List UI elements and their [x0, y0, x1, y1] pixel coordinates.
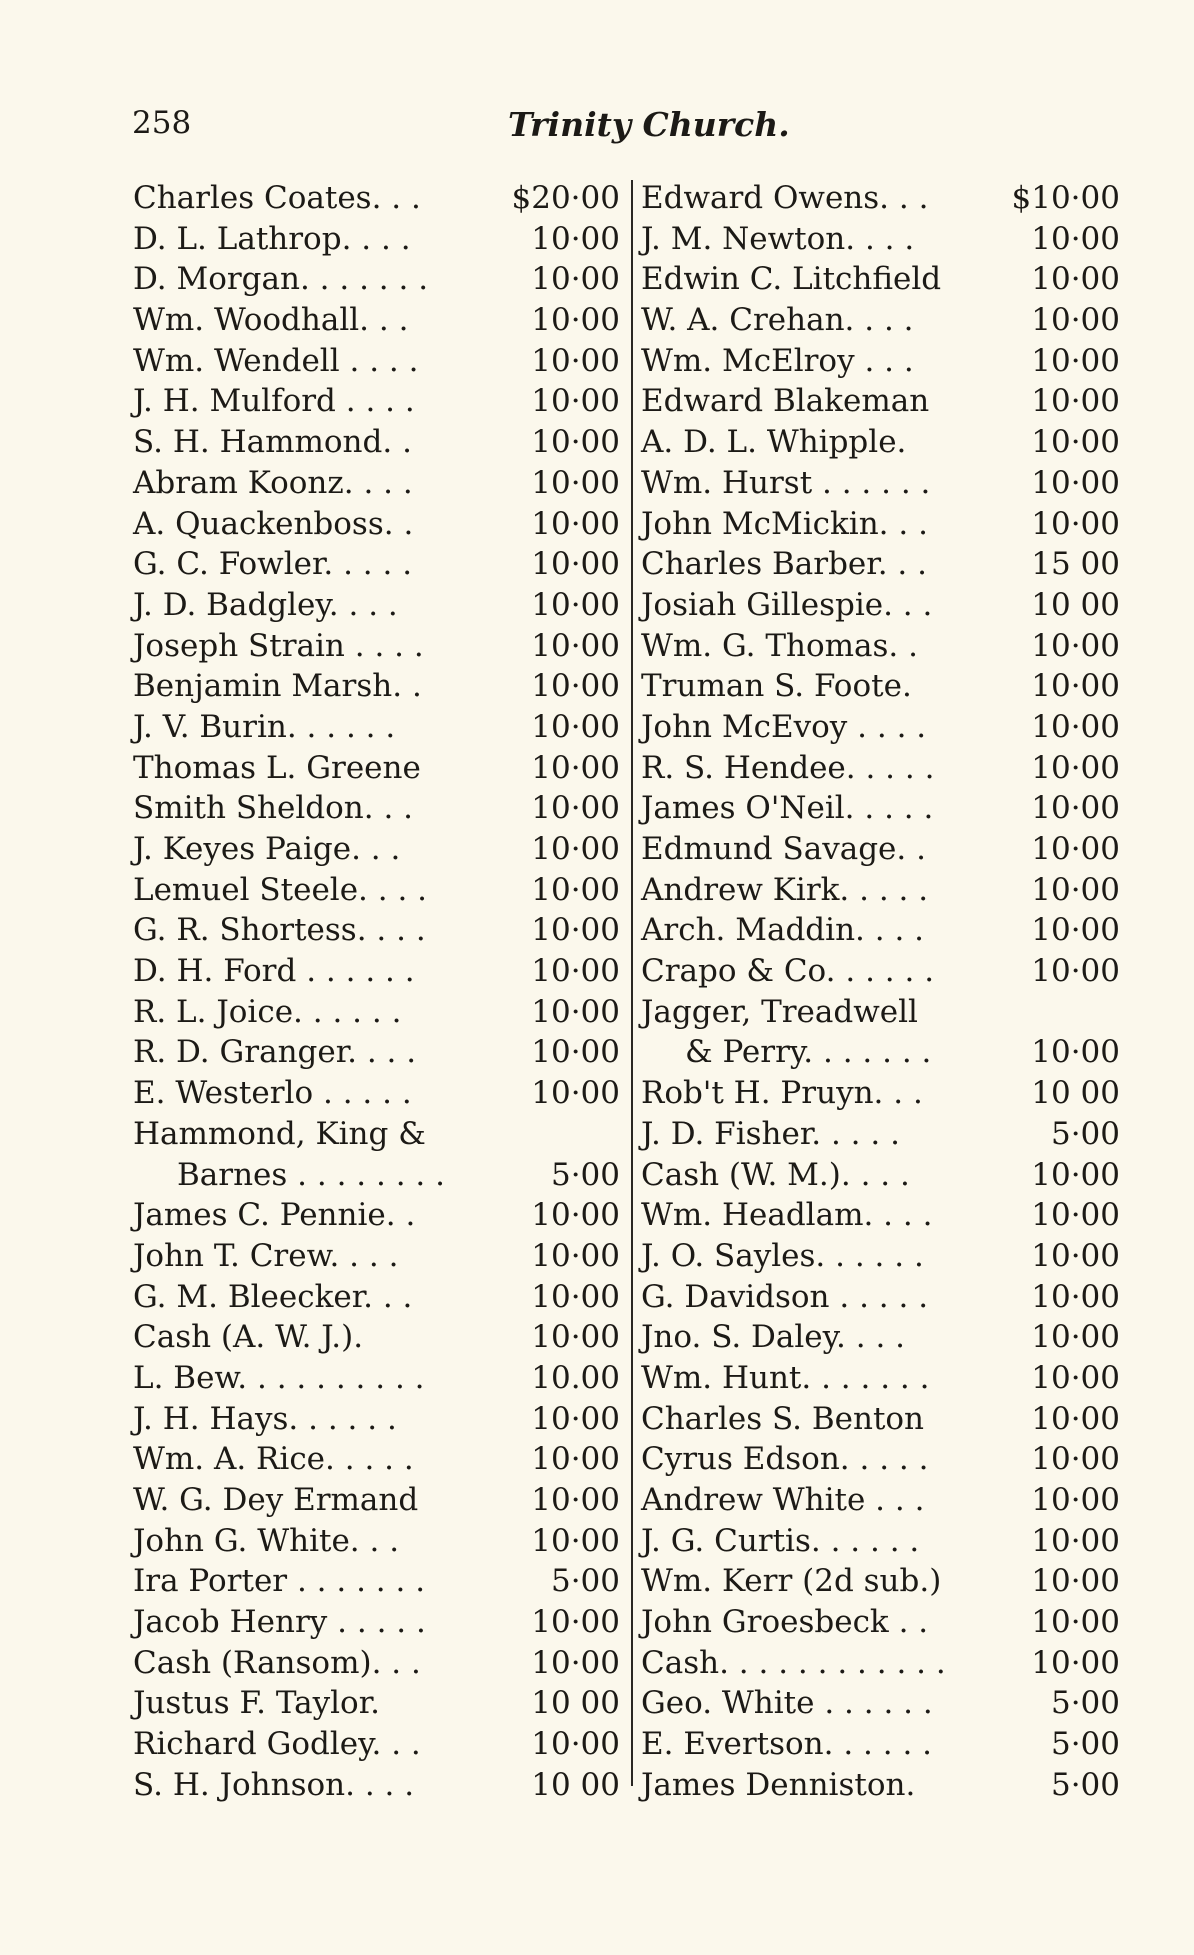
subscriber-name: L. Bew. . . . . . . . . .: [133, 1359, 425, 1396]
subscription-amount: 10·00: [1031, 1522, 1120, 1559]
subscriber-row: [641, 1277, 1120, 1318]
subscriber-name: J. M. Newton. . . .: [641, 220, 915, 257]
subscriber-row: [641, 1602, 1120, 1643]
subscription-amount: 10·00: [531, 831, 620, 867]
subscriber-row: [641, 788, 1120, 829]
subscriber-name: E. Westerlo . . . . .: [133, 1075, 412, 1112]
subscription-amount: 10·00: [531, 383, 620, 420]
subscriber-name: A. Quackenboss. .: [133, 505, 414, 542]
subscriber-name: J. D. Fisher. . . . .: [641, 1115, 900, 1152]
subscriber-name: Jacob Henry . . . . .: [133, 1604, 426, 1641]
subscriber-row: [641, 707, 1120, 748]
subscriber-name: J. V. Burin. . . . . .: [133, 708, 396, 745]
subscription-amount: 10·00: [531, 424, 620, 461]
subscription-amount: 10·00: [531, 1400, 620, 1437]
subscription-amount: 10·00: [531, 1522, 620, 1559]
subscriber-row: [641, 1195, 1120, 1236]
page-header: [132, 105, 1117, 145]
subscriber-row: [133, 1724, 620, 1765]
subscription-amount: $10·00: [1011, 180, 1120, 216]
subscription-amount: 10 00: [1031, 1075, 1120, 1112]
subscription-amount: 5·00: [1050, 1685, 1120, 1722]
subscription-amount: 10·00: [1031, 708, 1120, 745]
subscriber-row: [641, 300, 1120, 341]
subscriber-name: Truman S. Foote.: [641, 668, 912, 705]
subscriber-row: [641, 1480, 1120, 1521]
subscription-amount: 10·00: [531, 708, 620, 745]
subscriber-name: Wm. G. Thomas. .: [641, 627, 918, 664]
subscriber-row: [133, 300, 620, 341]
subscription-amount: 10·00: [531, 912, 620, 949]
subscription-amount: 10·00: [531, 1604, 620, 1641]
subscriber-row: [641, 259, 1120, 300]
subscriber-row: [133, 1602, 620, 1643]
subscriber-name: Wm. Wendell . . . .: [133, 342, 419, 379]
subscriber-name: Smith Sheldon. . .: [133, 790, 414, 827]
subscription-amount: 5·00: [550, 1563, 620, 1600]
subscriber-row: [133, 463, 620, 504]
subscriber-name: D. H. Ford . . . . . .: [133, 953, 415, 990]
subscriber-name: Cash (A. W. J.).: [133, 1319, 364, 1356]
subscriber-name: Andrew White . . .: [641, 1482, 925, 1518]
subscriber-row: [641, 870, 1120, 911]
subscriber-name: S. H. Johnson. . . .: [133, 1766, 415, 1803]
subscriber-name: Benjamin Marsh. .: [133, 668, 422, 705]
subscriber-row: [133, 1561, 620, 1602]
subscriber-row: [133, 1399, 620, 1440]
subscriber-row: [133, 1439, 620, 1480]
subscriber-row: [133, 910, 620, 951]
subscriber-row: [133, 341, 620, 382]
subscription-amount: 10·00: [1031, 1237, 1120, 1274]
subscriber-name: Charles Coates. . .: [133, 180, 421, 216]
subscription-amount: 10·00: [531, 953, 620, 990]
subscriber-row: [133, 1155, 620, 1196]
subscriber-row: [133, 829, 620, 870]
subscription-amount: 10·00: [1031, 383, 1120, 420]
subscriber-name: John Groesbeck . .: [641, 1604, 929, 1641]
subscriber-name: Josiah Gillespie. . .: [641, 586, 933, 623]
subscription-amount: 10·00: [531, 668, 620, 705]
subscriber-name: J. H. Mulford . . . .: [133, 383, 415, 420]
subscriber-name: Justus F. Taylor.: [133, 1685, 380, 1722]
subscriber-row: [133, 381, 620, 422]
subscriber-row: [641, 1399, 1120, 1440]
subscription-amount: 10·00: [1031, 1644, 1120, 1681]
subscription-amount: 10·00: [1031, 831, 1120, 867]
subscriber-row: [133, 1032, 620, 1073]
subscriber-name: Edward Owens. . .: [641, 180, 929, 216]
subscription-amount: 10·00: [531, 505, 620, 542]
subscriber-name: Wm. Kerr (2d sub.): [641, 1563, 942, 1600]
subscription-amount: 5·00: [1050, 1766, 1120, 1803]
subscriber-row: [133, 219, 620, 260]
subscriber-row: [133, 1114, 620, 1155]
subscriber-name: & Perry. . . . . . .: [685, 1034, 932, 1071]
subscriber-name: Wm. Hunt. . . . . . .: [641, 1359, 930, 1396]
subscription-amount: 10·00: [1031, 1156, 1120, 1193]
subscription-amount: 10·00: [531, 1237, 620, 1274]
right-subscriber-column: [641, 178, 1120, 1806]
subscriber-name: James Denniston.: [641, 1766, 916, 1803]
subscriber-name: S. H. Hammond. .: [133, 424, 412, 461]
subscriber-name: J. Keyes Paige. . .: [133, 831, 401, 867]
running-title: Trinity Church.: [508, 105, 790, 144]
subscription-amount: 10·00: [1031, 871, 1120, 908]
subscriber-name: Thomas L. Greene: [133, 749, 421, 786]
subscriber-row: [641, 1643, 1120, 1684]
subscriber-row: [641, 1561, 1120, 1602]
subscription-amount: 10·00: [531, 627, 620, 664]
column-divider: [631, 180, 633, 1786]
subscriber-row: [133, 585, 620, 626]
subscriber-row: [133, 992, 620, 1033]
subscriber-row: [641, 1114, 1120, 1155]
subscriber-name: W. G. Dey Ermand: [133, 1482, 419, 1518]
subscriber-name: J. D. Badgley. . . .: [133, 586, 398, 623]
subscription-amount: 10·00: [531, 261, 620, 298]
subscription-amount: 10·00: [531, 1482, 620, 1518]
subscriber-row: [641, 1073, 1120, 1114]
subscriber-name: Wm. McElroy . . .: [641, 342, 914, 379]
subscriber-row: [133, 1317, 620, 1358]
subscription-amount: 10·00: [1031, 1197, 1120, 1234]
subscriber-row: [641, 1683, 1120, 1724]
subscription-amount: 10 00: [1031, 586, 1120, 623]
subscription-amount: 5·00: [1050, 1726, 1120, 1763]
subscription-amount: 10·00: [1031, 790, 1120, 827]
subscription-amount: 10·00: [531, 993, 620, 1030]
subscription-amount: 10 00: [531, 1685, 620, 1722]
subscription-amount: 10·00: [1031, 302, 1120, 339]
subscriber-name: Rob't H. Pruyn. . .: [641, 1075, 923, 1112]
subscriber-name: Wm. Headlam. . . .: [641, 1197, 933, 1234]
subscriber-row: [641, 951, 1120, 992]
subscription-amount: 10·00: [1031, 1034, 1120, 1071]
subscriber-row: [641, 1521, 1120, 1562]
subscriber-row: [133, 1236, 620, 1277]
subscription-amount: 10·00: [1031, 220, 1120, 257]
subscription-amount: 15 00: [1031, 546, 1120, 583]
subscriber-row: [133, 1358, 620, 1399]
subscription-amount: 10·00: [531, 790, 620, 827]
subscription-amount: 10·00: [531, 464, 620, 501]
subscription-amount: 10·00: [1031, 464, 1120, 501]
subscriber-name: G. R. Shortess. . . .: [133, 912, 426, 949]
subscription-amount: 10·00: [1031, 668, 1120, 705]
subscriber-name: Jno. S. Daley. . . .: [641, 1319, 906, 1356]
subscriber-row: [133, 178, 620, 219]
subscription-amount: 10·00: [1031, 1482, 1120, 1518]
subscriber-name: G. C. Fowler. . . . .: [133, 546, 413, 583]
subscriber-row: [133, 748, 620, 789]
subscriber-name: Ira Porter . . . . . . .: [133, 1563, 426, 1600]
subscription-amount: 10 00: [531, 1766, 620, 1803]
subscriber-name: J. G. Curtis. . . . . .: [641, 1522, 920, 1559]
subscriber-row: [641, 544, 1120, 585]
subscriber-name: James C. Pennie. .: [133, 1197, 416, 1234]
subscription-amount: 10·00: [531, 1075, 620, 1112]
subscriber-row: [133, 1683, 620, 1724]
subscriber-name: D. Morgan. . . . . . .: [133, 261, 429, 298]
subscriber-name: Jagger, Treadwell: [641, 993, 918, 1030]
subscriber-row: [133, 951, 620, 992]
subscriber-row: [641, 219, 1120, 260]
subscription-amount: 10·00: [1031, 1359, 1120, 1396]
subscriber-row: [641, 341, 1120, 382]
subscriber-row: [133, 422, 620, 463]
subscription-amount: 10·00: [1031, 1604, 1120, 1641]
subscriber-name: D. L. Lathrop. . . .: [133, 220, 411, 257]
subscription-amount: 10·00: [531, 342, 620, 379]
subscriber-row: [641, 1032, 1120, 1073]
subscriber-name: Edwin C. Litchfield: [641, 261, 942, 298]
subscriber-name: Edward Blakeman: [641, 383, 930, 420]
subscriber-row: [641, 1724, 1120, 1765]
subscriber-name: R. D. Granger. . . .: [133, 1034, 417, 1071]
subscriber-name: Abram Koonz. . . .: [133, 464, 413, 501]
subscription-amount: 10·00: [1031, 749, 1120, 786]
subscription-amount: 10·00: [1031, 1400, 1120, 1437]
subscriber-name: Arch. Maddin. . . .: [641, 912, 925, 949]
subscriber-name: Wm. A. Rice. . . . .: [133, 1441, 414, 1478]
subscriber-row: [133, 1765, 620, 1806]
subscriber-name: Cyrus Edson. . . . .: [641, 1441, 929, 1478]
subscription-amount: 10·00: [1031, 1319, 1120, 1356]
subscription-amount: 10·00: [1031, 912, 1120, 949]
subscriber-name: Cash (Ransom). . .: [133, 1644, 421, 1681]
subscriber-name: J. H. Hays. . . . . .: [133, 1400, 397, 1437]
subscription-amount: 10·00: [531, 871, 620, 908]
subscriber-name: Richard Godley. . .: [133, 1726, 421, 1763]
subscriber-row: [641, 463, 1120, 504]
subscriber-row: [133, 870, 620, 911]
subscriber-row: [133, 626, 620, 667]
subscription-amount: 10·00: [531, 1034, 620, 1071]
subscriber-name: Andrew Kirk. . . . .: [641, 871, 929, 908]
subscription-amount: 10·00: [531, 1441, 620, 1478]
subscriber-row: [133, 666, 620, 707]
subscriber-name: Cash (W. M.). . . .: [641, 1156, 910, 1193]
subscriber-row: [133, 1073, 620, 1114]
subscriber-row: [133, 544, 620, 585]
subscription-amount: 10·00: [1031, 1278, 1120, 1315]
left-subscriber-column: [133, 178, 620, 1806]
subscriber-row: [641, 422, 1120, 463]
subscription-amount: 10·00: [531, 749, 620, 786]
subscription-amount: 10·00: [531, 1726, 620, 1763]
subscriber-row: [641, 748, 1120, 789]
subscriber-row: [641, 1155, 1120, 1196]
subscription-amount: 10·00: [1031, 505, 1120, 542]
subscriber-row: [133, 1521, 620, 1562]
subscription-amount: 10·00: [1031, 1441, 1120, 1478]
subscriber-row: [641, 381, 1120, 422]
subscription-amount: 10·00: [1031, 953, 1120, 990]
subscriber-row: [641, 504, 1120, 545]
subscriber-row: [641, 1765, 1120, 1806]
subscriber-name: Charles S. Benton: [641, 1400, 925, 1437]
subscription-amount: 10·00: [1031, 424, 1120, 461]
subscription-amount: 10·00: [531, 1278, 620, 1315]
subscriber-row: [641, 626, 1120, 667]
subscriber-name: E. Evertson. . . . . .: [641, 1726, 933, 1763]
subscriber-name: John G. White. . .: [133, 1522, 400, 1559]
subscriber-row: [133, 259, 620, 300]
subscriber-row: [133, 1277, 620, 1318]
subscriber-name: Geo. White . . . . . .: [641, 1685, 933, 1722]
subscriber-name: Lemuel Steele. . . .: [133, 871, 428, 908]
subscriber-name: Crapo & Co. . . . . .: [641, 953, 935, 990]
subscriber-name: G. Davidson . . . . .: [641, 1278, 929, 1315]
subscriber-name: G. M. Bleecker. . .: [133, 1278, 413, 1315]
subscription-amount: 10·00: [531, 546, 620, 583]
subscriber-name: John McEvoy . . . .: [641, 708, 927, 745]
subscriber-name: Joseph Strain . . . .: [133, 627, 424, 664]
subscriber-row: [641, 829, 1120, 870]
subscription-amount: 10·00: [531, 302, 620, 339]
subscriber-name: A. D. L. Whipple.: [641, 424, 907, 461]
subscription-amount: 10·00: [531, 220, 620, 257]
subscriber-row: [133, 1643, 620, 1684]
subscriber-row: [133, 788, 620, 829]
subscriber-name: John McMickin. . .: [641, 505, 928, 542]
subscriber-row: [641, 910, 1120, 951]
page-number: 258: [132, 105, 192, 141]
subscription-amount: 10.00: [531, 1359, 620, 1396]
subscriber-row: [641, 1317, 1120, 1358]
subscriber-name: Wm. Hurst . . . . . .: [641, 464, 931, 501]
subscriber-row: [133, 707, 620, 748]
subscriber-name: John T. Crew. . . .: [133, 1237, 399, 1274]
subscription-amount: 10·00: [1031, 261, 1120, 298]
subscriber-row: [641, 992, 1120, 1033]
subscription-amount: 10·00: [531, 586, 620, 623]
subscriber-name: Charles Barber. . .: [641, 546, 927, 583]
subscription-amount: 5·00: [550, 1156, 620, 1193]
subscriber-name: Cash. . . . . . . . . . . .: [641, 1644, 946, 1681]
subscription-amount: $20·00: [511, 180, 620, 216]
subscription-amount: 10·00: [531, 1197, 620, 1234]
subscriber-row: [641, 1439, 1120, 1480]
subscriber-name: R. L. Joice. . . . . .: [133, 993, 402, 1030]
subscription-amount: 10·00: [1031, 1563, 1120, 1600]
subscriber-name: James O'Neil. . . . .: [641, 790, 934, 827]
subscriber-row: [641, 178, 1120, 219]
subscriber-name: Wm. Woodhall. . .: [133, 302, 409, 339]
subscription-amount: 10·00: [1031, 627, 1120, 664]
subscriber-name: Barnes . . . . . . . .: [177, 1156, 445, 1193]
subscriber-row: [641, 1358, 1120, 1399]
subscription-amount: 5·00: [1050, 1115, 1120, 1152]
subscriber-row: [641, 585, 1120, 626]
subscriber-name: R. S. Hendee. . . . .: [641, 749, 935, 786]
subscription-amount: 10·00: [531, 1644, 620, 1681]
subscriber-row: [133, 1480, 620, 1521]
subscriber-name: Edmund Savage. .: [641, 831, 926, 867]
subscriber-row: [133, 1195, 620, 1236]
subscription-amount: 10·00: [531, 1319, 620, 1356]
subscription-amount: 10·00: [1031, 342, 1120, 379]
subscriber-name: J. O. Sayles. . . . . .: [641, 1237, 924, 1274]
subscriber-row: [133, 504, 620, 545]
subscriber-row: [641, 1236, 1120, 1277]
subscriber-row: [641, 666, 1120, 707]
subscriber-name: W. A. Crehan. . . .: [641, 302, 914, 339]
subscriber-name: Hammond, King &: [133, 1115, 426, 1152]
